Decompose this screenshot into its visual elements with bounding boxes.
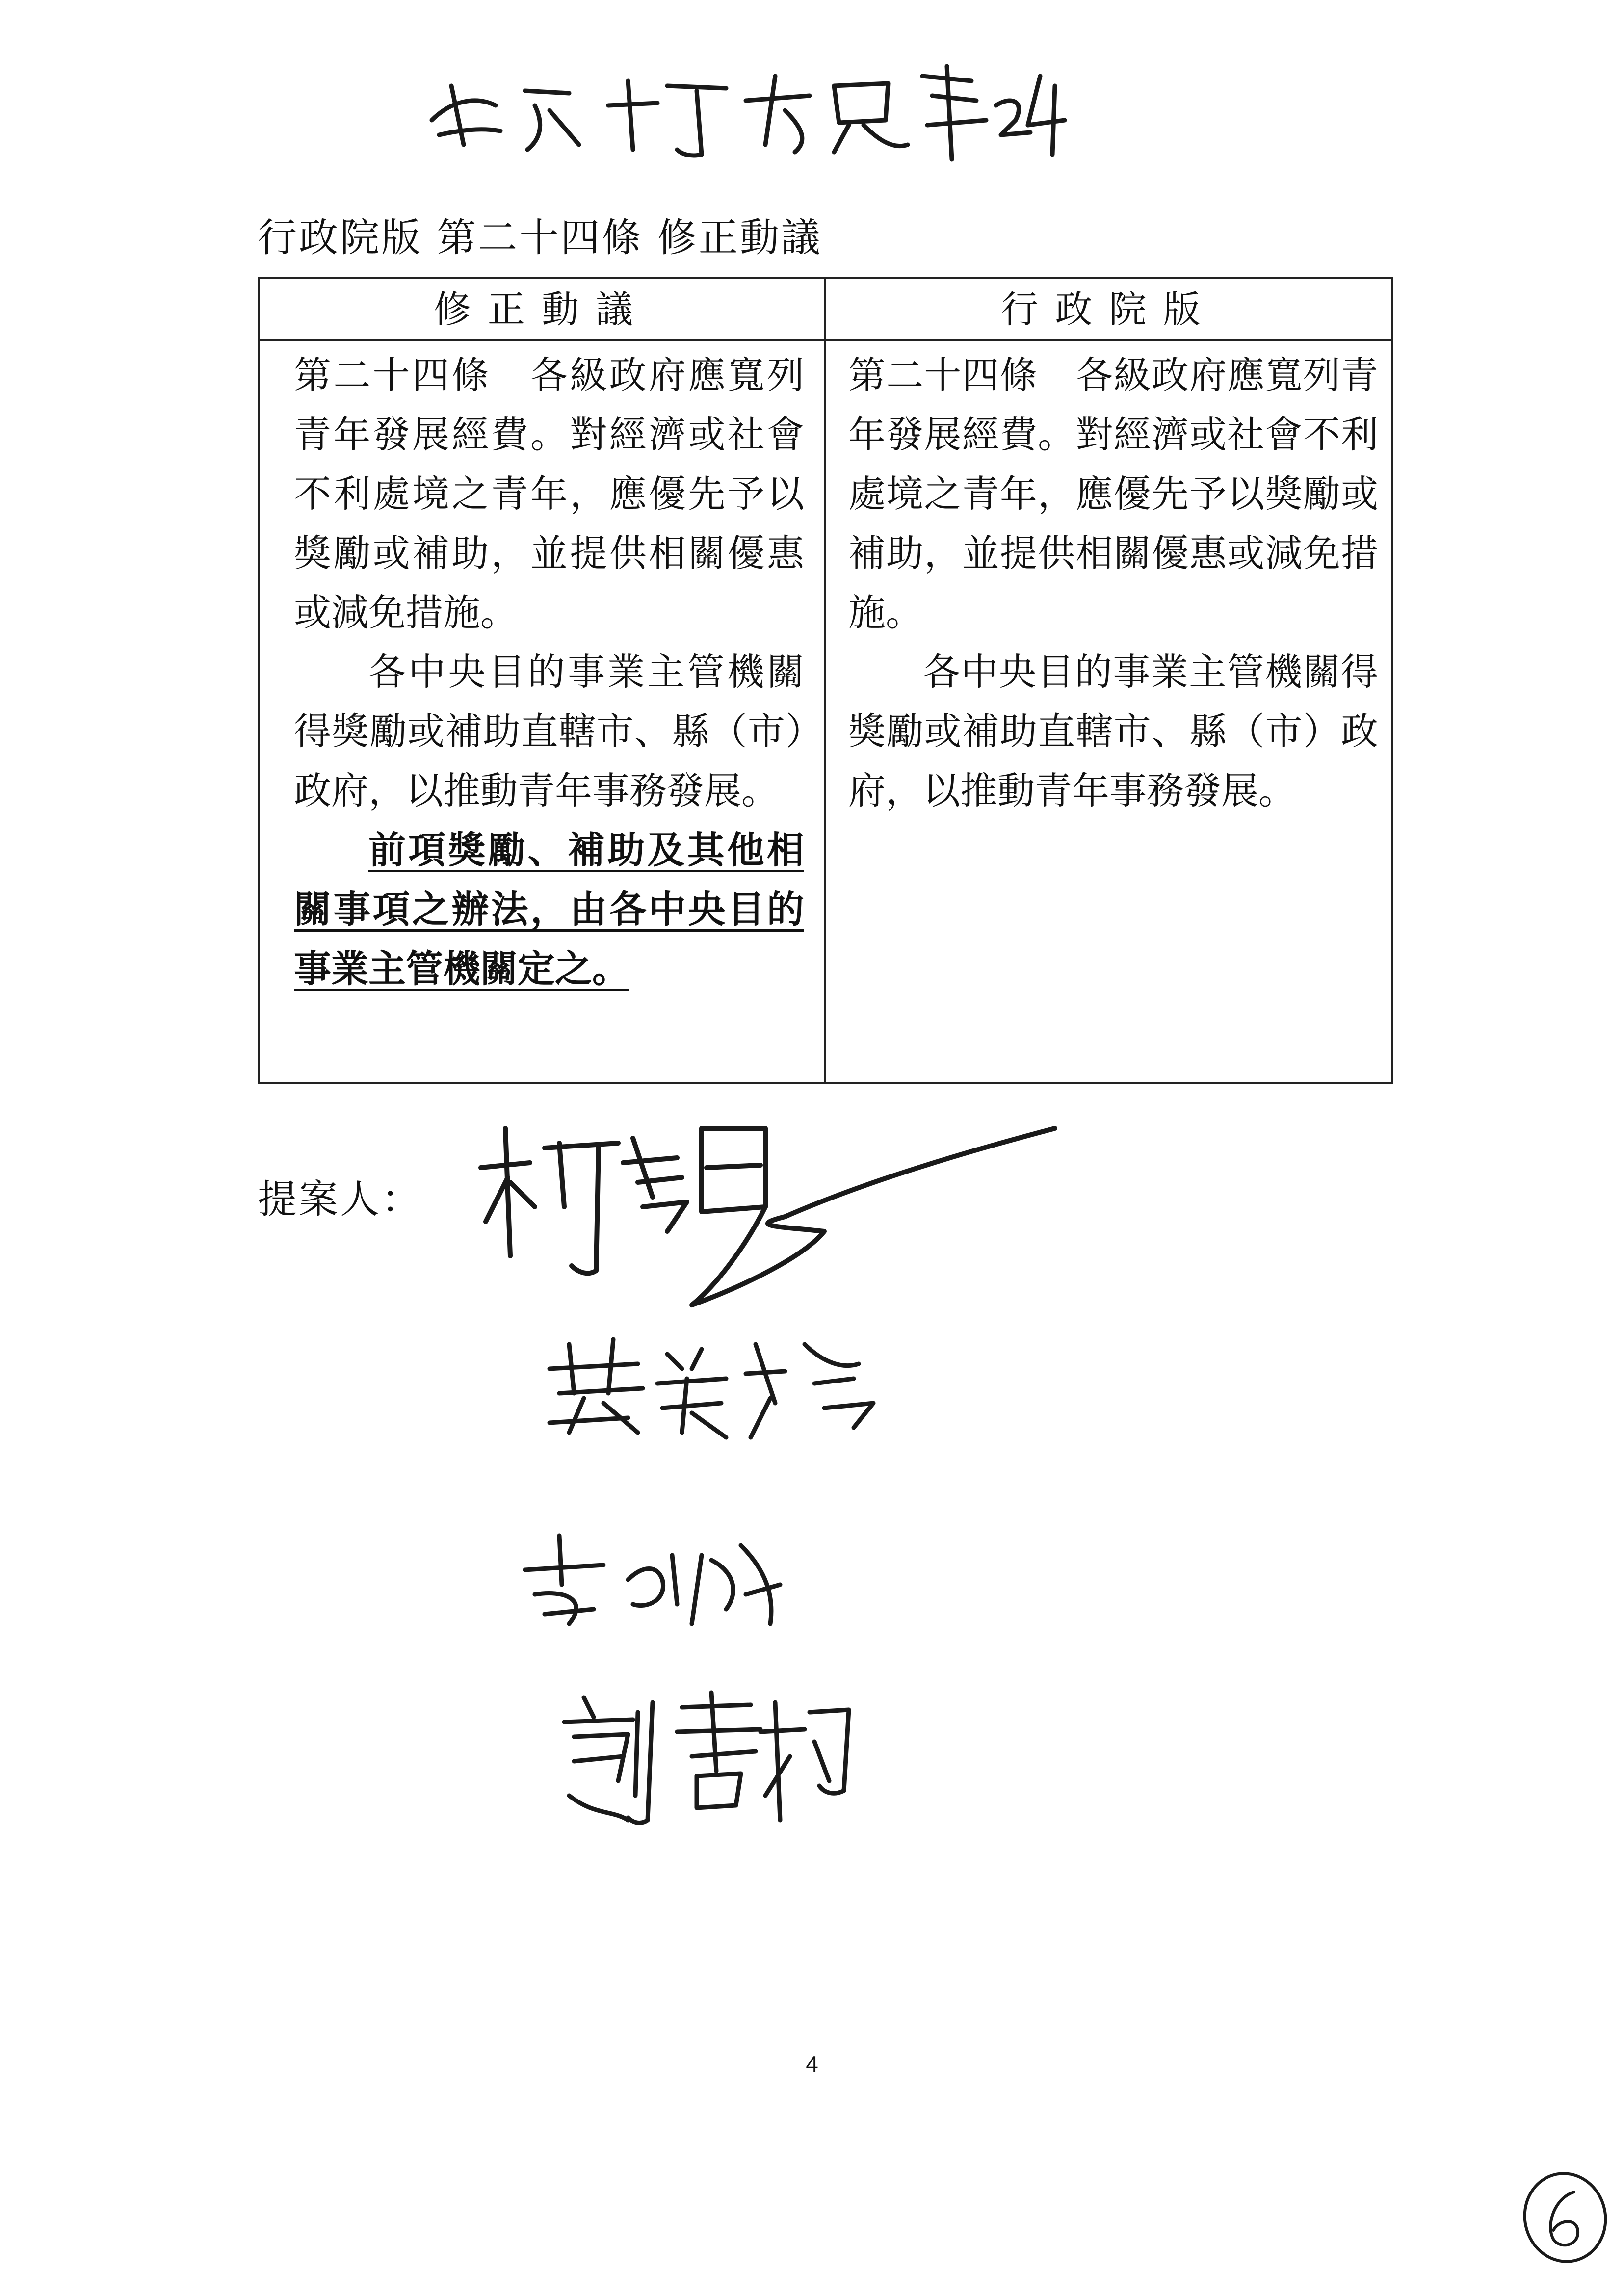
page-number: 4 — [806, 2051, 818, 2077]
signature-1 — [471, 1109, 1060, 1315]
motion-paragraph-1: 第二十四條 各級政府應寬列青年發展經費。對經濟或社會不利處境之青年，應優先予以獎勵或補助，並提供相關優惠或減免措施。 — [294, 353, 804, 634]
comparison-table — [258, 277, 1393, 1084]
header-motion: 修正動議 — [434, 287, 650, 331]
motion-cell — [294, 345, 804, 998]
document-title: 行政院版 第二十四條 修正動議 — [258, 215, 822, 261]
signature-4 — [554, 1683, 859, 1830]
motion-paragraph-2: 各中央目的事業主管機關得獎勵或補助直轄市、縣（市）政府，以推動青年事務發展。 — [294, 650, 804, 812]
proposer-label: 提案人： — [258, 1176, 422, 1222]
motion-paragraph-3-added: 前項獎勵、補助及其他相關事項之辦法，由各中央目的事業主管機關定之。 — [294, 828, 804, 991]
signature-2 — [540, 1325, 893, 1442]
executive-paragraph-2: 各中央目的事業主管機關得獎勵或補助直轄市、縣（市）政府，以推動青年事務發展。 — [848, 650, 1378, 812]
executive-yuan-cell — [848, 345, 1378, 820]
header-executive-yuan: 行政院版 — [1001, 287, 1217, 331]
executive-paragraph-1: 第二十四條 各級政府應寬列青年發展經費。對經濟或社會不利處境之青年，應優先予以獎勵或補助，並提供相關優惠或減免措施。 — [848, 353, 1378, 634]
column-divider — [824, 279, 826, 1082]
header-handwriting — [422, 47, 1070, 164]
signature-3 — [515, 1526, 790, 1639]
circled-number-stamp — [1516, 2168, 1614, 2267]
header-rule — [260, 339, 1391, 341]
